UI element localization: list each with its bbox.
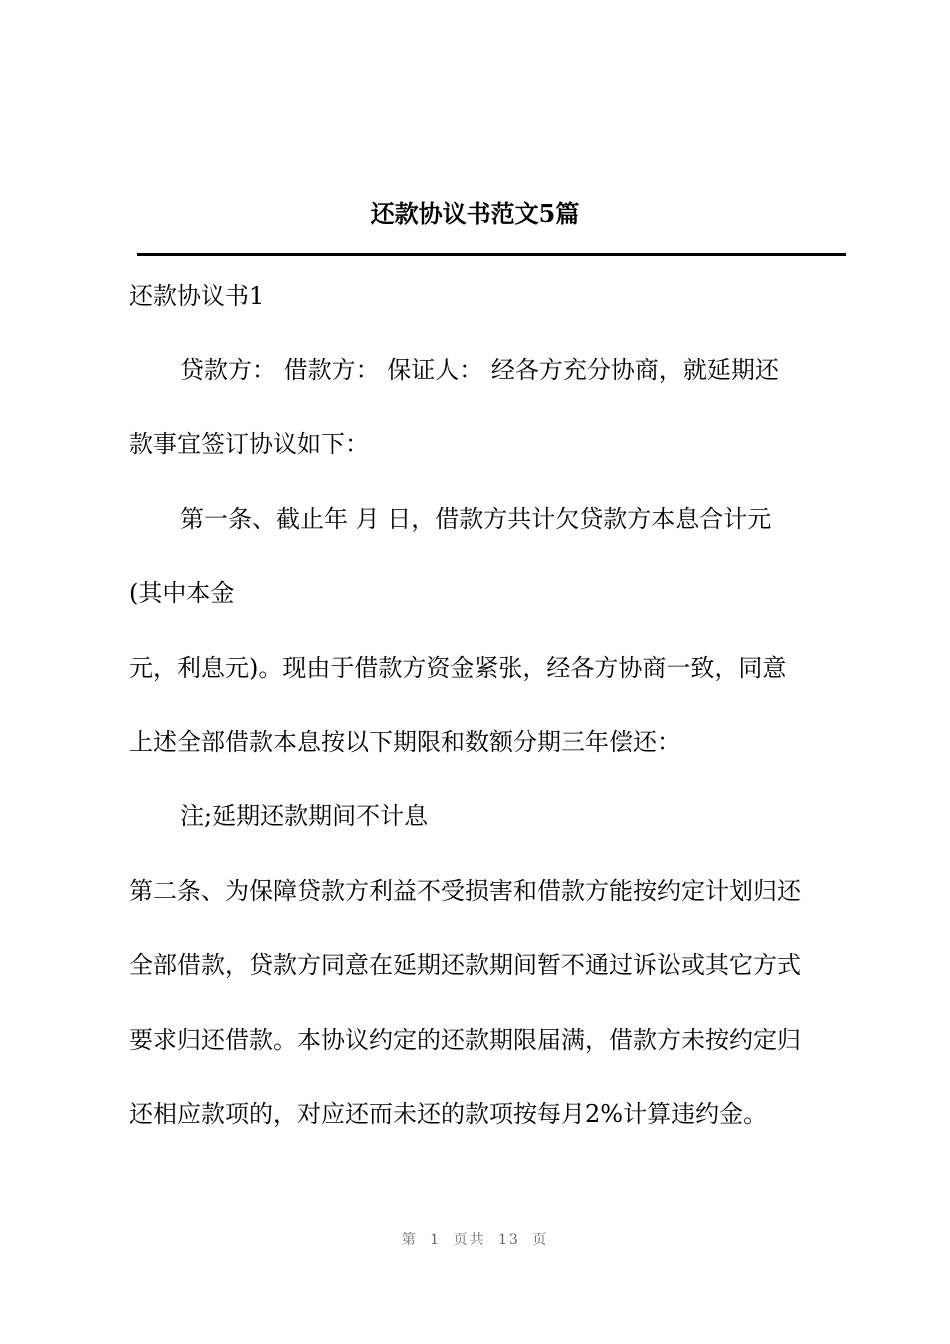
- paragraph-line: (其中本金: [129, 579, 235, 607]
- paragraph-line: 还相应款项的，对应还而未还的款项按每月2%计算违约金。: [129, 1100, 768, 1128]
- section-heading: 还款协议书1: [129, 282, 265, 310]
- document-title: 还款协议书范文5篇: [370, 199, 580, 228]
- paragraph-line: 上述全部借款本息按以下期限和数额分期三年偿还：: [129, 728, 681, 756]
- paragraph-line: 注;延期还款期间不计息: [180, 802, 429, 830]
- paragraph-line: 第二条、为保障贷款方利益不受损害和借款方能按约定计划归还: [129, 877, 801, 905]
- paragraph-line: 款事宜签订协议如下：: [129, 430, 369, 458]
- paragraph-line: 全部借款，贷款方同意在延期还款期间暂不通过诉讼或其它方式: [129, 951, 801, 979]
- title-divider: [137, 253, 846, 256]
- paragraph-line: 贷款方： 借款方： 保证人： 经各方充分协商，就延期还: [180, 356, 779, 384]
- page-indicator: 第 1 页共 13 页: [401, 1232, 549, 1248]
- paragraph-line: 元，利息元)。现由于借款方资金紧张，经各方协商一致，同意: [129, 654, 787, 682]
- paragraph-line: 第一条、截止年 月 日，借款方共计欠贷款方本息合计元: [180, 505, 772, 533]
- paragraph-line: 要求归还借款。本协议约定的还款期限届满，借款方未按约定归: [129, 1026, 801, 1054]
